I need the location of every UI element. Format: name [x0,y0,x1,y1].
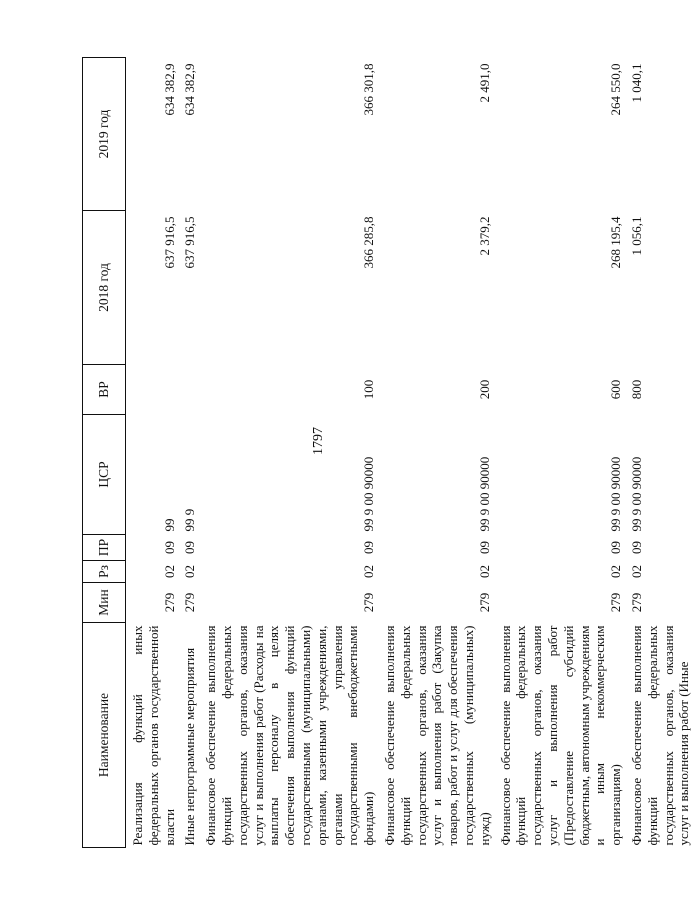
row-min: 279 [476,592,492,613]
row-vr: 600 [608,379,624,400]
table-row [180,58,201,848]
row-2019: 634 382,9 [182,63,198,116]
row-vr: 800 [628,379,644,400]
header-vr: ВР [83,365,126,415]
row-2019: 2 491,0 [476,63,492,103]
row-min: 279 [608,592,624,613]
row-vr: 100 [361,379,377,400]
row-2019: 264 550,0 [608,63,624,116]
table-header-row [83,58,126,848]
table-row [126,58,181,848]
row-pr: 09 [182,541,198,554]
row-csr: 99 9 00 90000 [608,456,624,532]
row-csr: 99 9 00 90000 [361,456,377,532]
row-name: Финансовое обеспечение выполнения функций федеральных государственных органов, оказания услуг и выполнения работ (Предоставление субсидий бюджетным, автономным учреждениям и иным некоммерческим организациям) [497,625,624,846]
header-2019: 2019 год [83,58,126,211]
table-row [496,58,627,848]
row-pr: 09 [608,541,624,554]
header-csr: ЦСР [83,415,126,535]
row-name: Финансовое обеспечение выполнения функций федеральных государственных органов, оказания услуг и выполнения работ (Закупка товаров, работ и услуг для обеспечения государственных (муниципальных) нужд) [381,625,492,846]
table-row [201,58,380,848]
row-csr: 99 9 00 90000 [476,456,492,532]
table-row [380,58,496,848]
row-vr [126,365,181,415]
row-name: Финансовое обеспечение выполнения функций федеральных государственных органов, оказания услуг и выполнения работ (Иные [628,625,692,846]
row-min: 279 [361,592,377,613]
header-pr: ПР [83,535,126,561]
header-min: Мин [83,583,126,623]
row-rz: 02 [476,565,492,578]
row-pr: 09 [476,541,492,554]
row-vr: 200 [476,379,492,400]
header-2018: 2018 год [83,211,126,365]
row-min: 279 [161,592,177,613]
row-2018: 366 285,8 [361,216,377,269]
row-2018: 268 195,4 [608,216,624,269]
row-rz: 02 [161,565,177,578]
row-2019: 1 040,1 [628,63,644,103]
row-2019: 634 382,9 [161,63,177,116]
row-csr: 99 9 00 90000 [628,456,644,532]
row-min: 279 [628,592,644,613]
row-pr: 09 [628,541,644,554]
table-row [627,58,695,848]
rotated-page-content [82,58,692,848]
row-rz: 02 [608,565,624,578]
row-min: 279 [182,592,198,613]
row-pr: 09 [361,541,377,554]
row-pr: 09 [161,541,177,554]
row-2018: 637 916,5 [161,216,177,269]
row-rz: 02 [628,565,644,578]
row-csr: 99 9 [182,508,198,532]
budget-table [82,57,695,848]
row-2018: 1 056,1 [628,216,644,256]
row-rz: 02 [361,565,377,578]
header-name: Наименование [83,623,126,848]
row-2018: 2 379,2 [476,216,492,256]
row-2018: 637 916,5 [182,216,198,269]
row-2019: 366 301,8 [361,63,377,116]
row-name: Иные непрограммные мероприятия [182,647,198,846]
row-name: Финансовое обеспечение выполнения функций федеральных государственных органов, оказания услуг и выполнения работ (Расходы на выплаты персоналу в целях обеспечения выполнения функций государственными (муниципальными) органами, казенными учреждениями, органами управления государственными внебюджетными фондами) [203,625,377,846]
header-rz: Рз [83,561,126,583]
row-name: Реализация функций иных федеральных органов государственной власти [130,625,177,846]
page-number: 1797 [311,427,326,455]
row-csr: 99 [161,518,177,532]
row-vr [180,365,201,415]
row-rz: 02 [182,565,198,578]
